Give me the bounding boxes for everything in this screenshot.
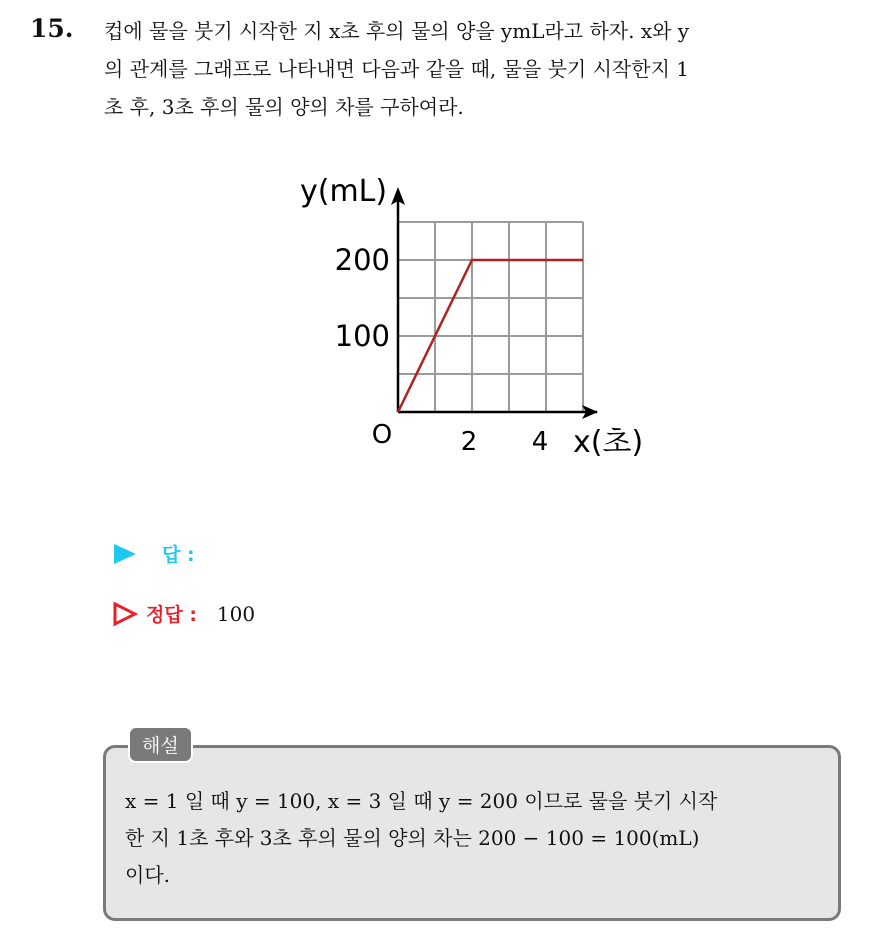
explanation-line: x = 1 일 때 y = 100, x = 3 일 때 y = 200 이므로 물을 붓기 시작 <box>125 789 718 813</box>
explanation-line: 이다. <box>125 863 170 887</box>
x-tick-label: 2 <box>460 427 478 457</box>
y-tick-label: 200 <box>334 243 390 277</box>
y-axis-label: y(mL) <box>300 174 388 209</box>
answer-label: 답 : <box>162 544 195 566</box>
graph-grid <box>398 222 583 412</box>
question-line: 의 관계를 그래프로 나타내면 다음과 같을 때, 물을 붓기 시작한지 1 <box>104 57 689 81</box>
explanation-tag: 해설 <box>128 726 193 763</box>
correct-answer-value: 100 <box>216 601 256 626</box>
question-line: 컵에 물을 붓기 시작한 지 x초 후의 물의 양을 ymL라고 하자. x와 y <box>104 19 690 43</box>
explanation-line: 한 지 1초 후와 3초 후의 물의 양의 차는 200 − 100 = 100(mL) <box>125 826 700 850</box>
outline-triangle-icon <box>112 601 138 627</box>
x-tick-label: 4 <box>531 427 549 457</box>
question-text <box>104 12 864 126</box>
question-line: 초 후, 3초 후의 물의 양의 차를 구하여라. <box>104 95 464 119</box>
origin-label: O <box>371 420 393 450</box>
play-triangle-icon <box>112 542 138 566</box>
explanation-text <box>125 783 825 894</box>
water-amount-graph <box>292 165 672 475</box>
correct-answer-label: 정답 : <box>146 604 197 626</box>
x-axis-label: x(초) <box>573 425 644 460</box>
answer-row <box>112 540 215 567</box>
y-tick-label: 100 <box>334 319 390 353</box>
correct-answer-row <box>112 600 255 627</box>
question-number: 15. <box>30 14 74 43</box>
